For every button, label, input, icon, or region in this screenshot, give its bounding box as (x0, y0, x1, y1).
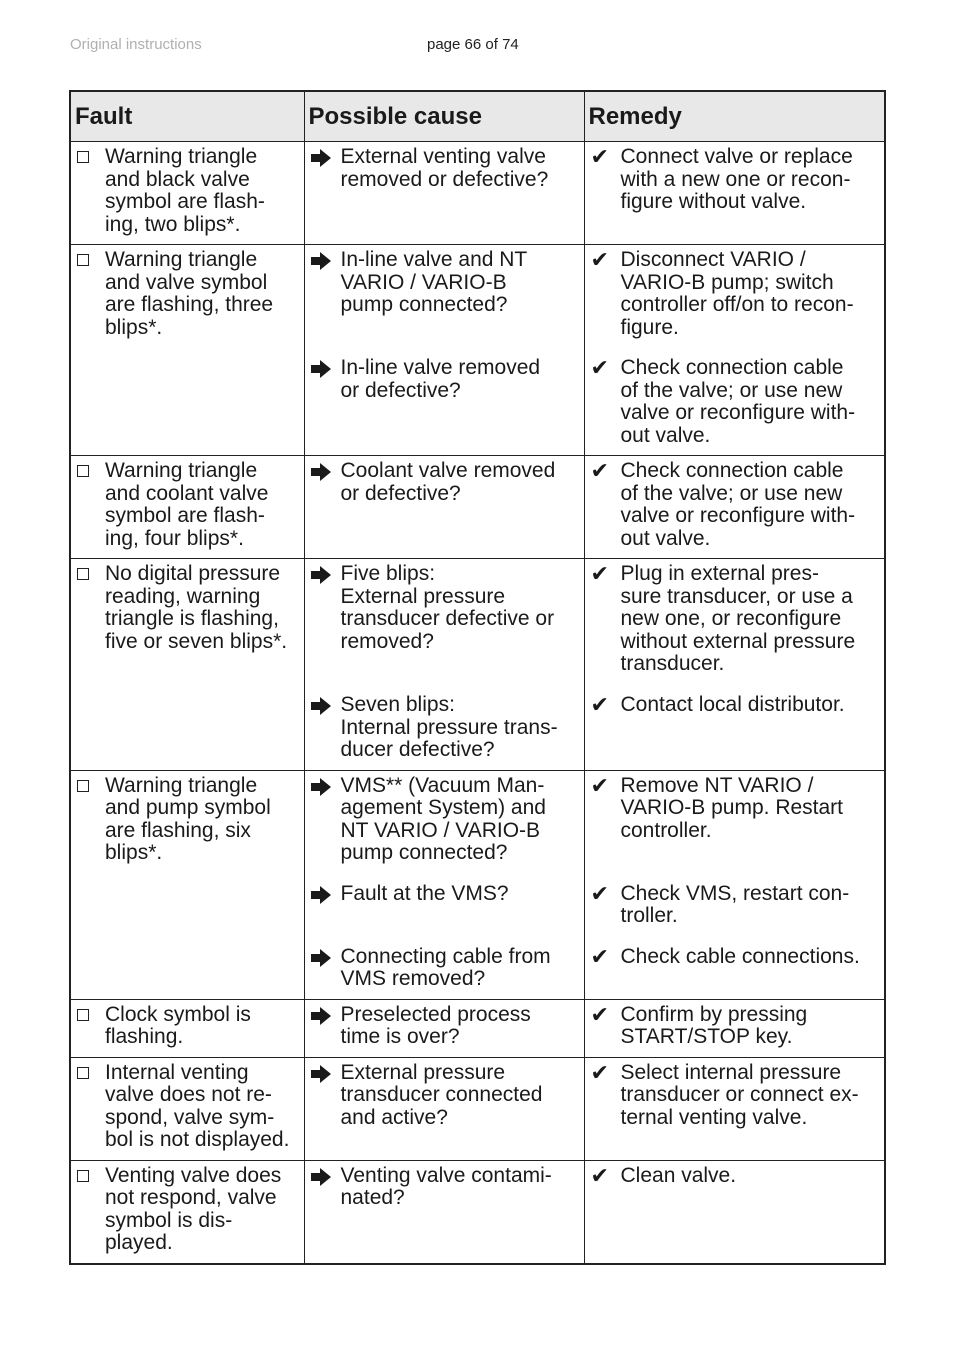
remedy-text: Confirm by pressing START/STOP key. (620, 1002, 808, 1048)
arrow-right-icon (311, 949, 341, 991)
remedy-cell (584, 245, 885, 456)
fault-text: Warning triangle and coolant valve symbol are flash- ing, four blips*. (105, 459, 269, 550)
cause-text: Five blips: External pressure transducer defective or removed? (340, 562, 555, 653)
table-body (70, 142, 885, 1264)
remedy-text: Check connection cable of the valve; or use new valve or reconfigure with- out valve. (620, 356, 856, 447)
cause-entry (305, 559, 584, 676)
fault-text: Venting valve does not respond, valve symbol is dis- played. (105, 1163, 282, 1254)
cause-text: Coolant valve removed or defective? (340, 459, 556, 505)
remedy-entry (585, 456, 885, 550)
cause-entry (305, 456, 584, 505)
remedy-entry (585, 879, 885, 928)
cause-text: Seven blips: Internal pressure trans- ducer defective? (340, 693, 558, 761)
cause-entry (305, 942, 584, 991)
cause-entry (305, 771, 584, 865)
table-row (70, 1057, 885, 1160)
arrow-right-icon (311, 778, 341, 865)
table-row (70, 142, 885, 245)
checkmark-icon: ✔ (590, 1001, 609, 1027)
remedy-text: Disconnect VARIO / VARIO-B pump; switch controller off/on to recon- figure. (620, 248, 854, 339)
checkmark-icon: ✔ (590, 880, 609, 906)
cause-cell (304, 770, 584, 999)
cause-cell (304, 1160, 584, 1264)
remedy-cell (584, 770, 885, 999)
table-row (70, 1160, 885, 1264)
remedy-text: Contact local distributor. (620, 693, 845, 716)
arrow-right-icon (311, 252, 341, 339)
fault-entry (71, 1161, 304, 1255)
cause-text: In-line valve and NT VARIO / VARIO-B pump connected? (340, 248, 528, 316)
cause-text: Connecting cable from VMS removed? (340, 944, 551, 990)
remedy-text: Connect valve or replace with a new one or recon- figure without valve. (620, 145, 853, 213)
cause-entry (305, 879, 584, 928)
checkmark-icon: ✔ (590, 247, 609, 272)
checkmark-icon: ✔ (590, 355, 609, 380)
fault-cell (70, 456, 304, 559)
cause-text: Preselected process time is over? (340, 1002, 531, 1048)
table-row (70, 559, 885, 771)
checkbox-square-icon (75, 460, 105, 550)
column-header-cause: Possible cause (304, 91, 584, 142)
fault-text: Warning triangle and valve symbol are flashing, three blips*. (105, 248, 274, 339)
checkmark-icon: ✔ (590, 1162, 609, 1188)
remedy-text: Plug in external pres- sure transducer, or use a new one, or reconfigure without external pressure transducer. (620, 562, 856, 675)
table-row (70, 770, 885, 999)
fault-text: Warning triangle and pump symbol are flashing, six blips*. (105, 773, 271, 864)
checkbox-square-icon (75, 775, 105, 865)
remedy-entry (585, 353, 885, 447)
fault-text: Warning triangle and black valve symbol are flash- ing, two blips*. (105, 145, 265, 236)
remedy-entry (585, 245, 885, 339)
cause-entry (305, 353, 584, 402)
remedy-cell (584, 456, 885, 559)
cause-text: External venting valve removed or defective? (340, 145, 549, 191)
column-header-remedy: Remedy (584, 91, 885, 142)
table-row (70, 456, 885, 559)
arrow-right-icon (311, 1065, 341, 1130)
checkbox-square-icon (75, 1062, 105, 1152)
remedy-cell (584, 559, 885, 771)
fault-entry (71, 142, 304, 236)
table-row (70, 245, 885, 456)
fault-cell (70, 142, 304, 245)
remedy-cell (584, 1057, 885, 1160)
remedy-text: Remove NT VARIO / VARIO-B pump. Restart controller. (620, 773, 844, 842)
remedy-cell (584, 142, 885, 245)
column-header-fault: Fault (70, 91, 304, 142)
fault-text: Internal venting valve does not re- spond, valve sym- bol is not displayed. (105, 1060, 290, 1151)
remedy-entry (585, 142, 885, 214)
cause-cell (304, 245, 584, 456)
cause-cell (304, 559, 584, 771)
checkmark-icon: ✔ (590, 144, 609, 169)
cause-entry (305, 245, 584, 339)
fault-cell (70, 245, 304, 456)
cause-entry (305, 1000, 584, 1049)
checkbox-square-icon (75, 563, 105, 653)
arrow-right-icon (311, 463, 341, 505)
remedy-entry (585, 559, 885, 676)
remedy-entry (585, 771, 885, 865)
cause-entry (305, 1058, 584, 1130)
remedy-entry (585, 942, 885, 969)
fault-entry (71, 559, 304, 653)
fault-entry (71, 771, 304, 865)
checkbox-square-icon (75, 146, 105, 236)
cause-entry (305, 1161, 584, 1210)
table-header-row (70, 91, 885, 142)
table-row (70, 999, 885, 1057)
remedy-text: Check connection cable of the valve; or use new valve or reconfigure with- out valve. (620, 459, 856, 550)
remedy-text: Check VMS, restart con- troller. (620, 881, 850, 927)
fault-entry (71, 245, 304, 339)
cause-text: In-line valve removed or defective? (340, 356, 541, 402)
fault-entry (71, 1058, 304, 1152)
remedy-entry (585, 1000, 885, 1049)
page-number: page 66 of 74 (427, 36, 519, 53)
arrow-right-icon (311, 1007, 341, 1049)
fault-cell (70, 559, 304, 771)
checkbox-square-icon (75, 1165, 105, 1255)
arrow-right-icon (311, 697, 341, 762)
cause-entry (305, 142, 584, 191)
fault-cell (70, 770, 304, 999)
troubleshooting-table (69, 90, 886, 1265)
cause-text: VMS** (Vacuum Man- agement System) and NT VARIO / VARIO-B pump connected? (340, 773, 546, 864)
cause-entry (305, 690, 584, 762)
fault-entry (71, 1000, 304, 1049)
remedy-text: Clean valve. (620, 1163, 737, 1187)
fault-cell (70, 1057, 304, 1160)
remedy-entry (585, 1058, 885, 1130)
fault-cell (70, 1160, 304, 1264)
remedy-text: Check cable connections. (620, 944, 860, 968)
checkmark-icon: ✔ (590, 1059, 609, 1085)
checkbox-square-icon (75, 1004, 105, 1049)
cause-cell (304, 456, 584, 559)
arrow-right-icon (311, 566, 341, 676)
remedy-cell (584, 999, 885, 1057)
checkmark-icon: ✔ (590, 458, 609, 483)
header-left-text: Original instructions (70, 36, 202, 53)
fault-text: Clock symbol is flashing. (105, 1002, 251, 1048)
arrow-right-icon (311, 360, 341, 402)
checkbox-square-icon (75, 249, 105, 339)
cause-cell (304, 999, 584, 1057)
cause-cell (304, 1057, 584, 1160)
arrow-right-icon (311, 1168, 341, 1210)
fault-cell (70, 999, 304, 1057)
fault-text: No digital pressure reading, warning triangle is flashing, five or seven blips*. (105, 562, 288, 653)
fault-entry (71, 456, 304, 550)
remedy-entry (585, 690, 885, 717)
cause-text: Fault at the VMS? (340, 881, 509, 905)
remedy-text: Select internal pressure transducer or connect ex- ternal venting valve. (620, 1060, 859, 1129)
arrow-right-icon (311, 149, 341, 191)
checkmark-icon: ✔ (590, 772, 609, 798)
remedy-entry (585, 1161, 885, 1188)
cause-text: External pressure transducer connected and active? (340, 1060, 543, 1129)
checkmark-icon: ✔ (590, 692, 609, 717)
checkmark-icon: ✔ (590, 561, 609, 586)
checkmark-icon: ✔ (590, 943, 609, 969)
remedy-cell (584, 1160, 885, 1264)
arrow-right-icon (311, 886, 341, 928)
cause-cell (304, 142, 584, 245)
cause-text: Venting valve contami- nated? (340, 1163, 552, 1209)
